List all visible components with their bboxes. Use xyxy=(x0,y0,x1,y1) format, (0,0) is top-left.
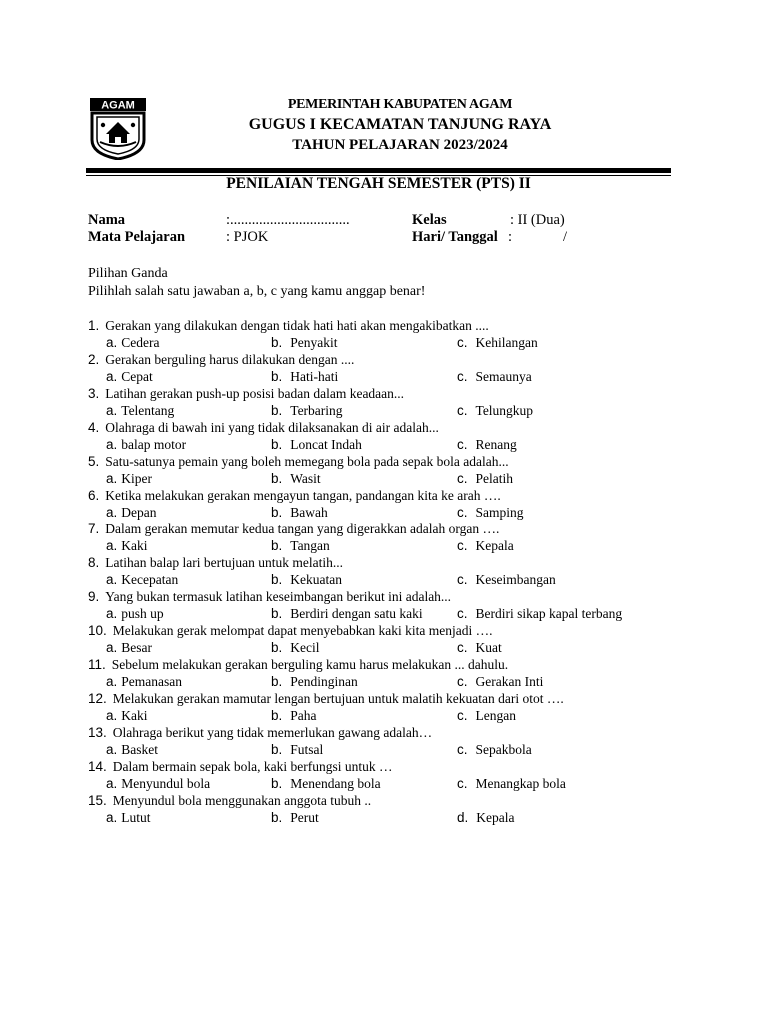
day-date-colon: : xyxy=(508,229,513,245)
option-letter: a. xyxy=(106,673,118,689)
question-number: 9. xyxy=(88,589,100,604)
option-letter: a. xyxy=(106,741,118,757)
option-letter: d. xyxy=(457,809,469,825)
option-c xyxy=(457,742,532,758)
day-date-label: Hari/ Tanggal xyxy=(412,229,498,245)
option-letter: a. xyxy=(106,436,118,452)
option-text: Renang xyxy=(475,436,517,452)
question-15 xyxy=(88,793,371,809)
question-number: 12. xyxy=(88,691,107,706)
option-letter: b. xyxy=(271,334,283,350)
exam-title: PENILAIAN TENGAH SEMESTER (PTS) II xyxy=(226,175,531,192)
section-instruction: Pilihlah salah satu jawaban a, b, c yang kamu anggap benar! xyxy=(88,284,426,299)
question-number: 6. xyxy=(88,488,100,503)
question-text: Ketika melakukan gerakan mengayun tangan, pandangan kita ke arah …. xyxy=(105,488,501,503)
option-letter: b. xyxy=(271,639,283,655)
question-12 xyxy=(88,691,564,707)
question-11 xyxy=(88,657,508,673)
government-name: PEMERINTAH KABUPATEN AGAM xyxy=(287,97,513,112)
question-1 xyxy=(88,318,489,334)
question-text: Latihan gerakan push-up posisi badan dalam keadaan... xyxy=(105,386,405,401)
option-c xyxy=(457,369,532,385)
question-number: 11. xyxy=(88,657,106,672)
option-letter: a. xyxy=(106,402,118,418)
option-a xyxy=(106,606,164,622)
option-text: Cedera xyxy=(121,334,160,350)
question-text: Olahraga berikut yang tidak memerlukan gawang adalah… xyxy=(112,725,433,740)
option-text: Basket xyxy=(121,741,159,757)
question-text: Melakukan gerakan mamutar lengan bertujuan untuk malatih kekuatan dari otot …. xyxy=(112,691,564,706)
option-text: Kaki xyxy=(121,707,148,723)
option-letter: c. xyxy=(457,436,468,452)
option-text: Pelatih xyxy=(475,470,514,486)
option-letter: c. xyxy=(457,673,468,689)
option-letter: b. xyxy=(271,368,283,384)
option-text: Kiper xyxy=(121,470,153,486)
option-letter: c. xyxy=(457,368,468,384)
question-text: Latihan balap lari bertujuan untuk melatih... xyxy=(105,555,343,570)
question-4 xyxy=(88,420,439,436)
option-letter: c. xyxy=(457,470,468,486)
option-letter: b. xyxy=(271,707,283,723)
question-14 xyxy=(88,759,392,775)
question-7 xyxy=(88,521,499,537)
agam-emblem-icon xyxy=(88,98,148,160)
question-number: 15. xyxy=(88,793,107,808)
question-text: Dalam gerakan memutar kedua tangan yang digerakkan adalah organ …. xyxy=(105,521,500,536)
option-a xyxy=(106,369,153,385)
option-a xyxy=(106,471,152,487)
option-text: Hati-hati xyxy=(290,368,339,384)
question-8 xyxy=(88,555,343,571)
option-c xyxy=(457,572,556,588)
option-b xyxy=(271,708,317,724)
option-c xyxy=(457,335,538,351)
option-text: Cepat xyxy=(121,368,153,384)
option-letter: a. xyxy=(106,775,118,791)
option-text: Penyakit xyxy=(290,334,338,350)
option-letter: a. xyxy=(106,571,118,587)
option-letter: c. xyxy=(457,402,468,418)
option-b xyxy=(271,403,343,419)
option-letter: c. xyxy=(457,504,468,520)
option-letter: b. xyxy=(271,605,283,621)
option-a xyxy=(106,810,151,826)
option-b xyxy=(271,640,320,656)
option-text: Kekuatan xyxy=(290,571,342,587)
question-number: 14. xyxy=(88,759,107,774)
option-text: Gerakan Inti xyxy=(475,673,544,689)
question-number: 13. xyxy=(88,725,107,740)
question-text: Olahraga di bawah ini yang tidak dilaksanakan di air adalah... xyxy=(105,420,439,435)
question-number: 8. xyxy=(88,555,100,570)
option-b xyxy=(271,606,423,622)
option-letter: c. xyxy=(457,537,468,553)
option-text: Pendinginan xyxy=(290,673,358,689)
header-divider-thick xyxy=(86,168,671,173)
option-c xyxy=(457,505,524,521)
option-b xyxy=(271,776,381,792)
option-c xyxy=(457,810,515,826)
question-number: 10. xyxy=(88,623,107,638)
question-number: 4. xyxy=(88,420,100,435)
option-letter: a. xyxy=(106,707,118,723)
class-label: Kelas xyxy=(412,212,447,228)
option-text: Paha xyxy=(290,707,317,723)
option-text: push up xyxy=(121,605,164,621)
option-text: Keseimbangan xyxy=(475,571,556,587)
option-letter: b. xyxy=(271,436,283,452)
question-text: Gerakan yang dilakukan dengan tidak hati hati akan mengakibatkan .... xyxy=(105,318,489,333)
option-text: Kepala xyxy=(476,809,515,825)
option-letter: a. xyxy=(106,639,118,655)
question-3 xyxy=(88,386,404,402)
option-a xyxy=(106,742,158,758)
option-text: Berdiri dengan satu kaki xyxy=(290,605,423,621)
option-b xyxy=(271,369,338,385)
option-text: Pemanasan xyxy=(121,673,182,689)
subject-value: : PJOK xyxy=(226,229,269,245)
option-text: Loncat Indah xyxy=(290,436,362,452)
option-text: Lutut xyxy=(121,809,151,825)
option-c xyxy=(457,538,514,554)
option-letter: c. xyxy=(457,707,468,723)
option-text: Lengan xyxy=(475,707,516,723)
question-9 xyxy=(88,589,451,605)
option-text: Terbaring xyxy=(290,402,343,418)
question-5 xyxy=(88,454,509,470)
option-b xyxy=(271,674,358,690)
option-letter: a. xyxy=(106,368,118,384)
option-text: Menangkap bola xyxy=(475,775,566,791)
option-c xyxy=(457,437,517,453)
option-b xyxy=(271,810,319,826)
option-a xyxy=(106,674,182,690)
option-text: Kecil xyxy=(290,639,320,655)
question-text: Gerakan berguling harus dilakukan dengan .... xyxy=(105,352,355,367)
option-letter: c. xyxy=(457,605,468,621)
option-letter: a. xyxy=(106,504,118,520)
option-c xyxy=(457,471,513,487)
option-b xyxy=(271,742,323,758)
question-number: 1. xyxy=(88,318,100,333)
option-letter: a. xyxy=(106,605,118,621)
question-number: 5. xyxy=(88,454,100,469)
option-text: Telentang xyxy=(121,402,175,418)
option-a xyxy=(106,538,148,554)
option-text: Berdiri sikap kapal terbang xyxy=(475,605,623,621)
question-2 xyxy=(88,352,354,368)
option-letter: b. xyxy=(271,504,283,520)
option-text: Semaunya xyxy=(475,368,532,384)
option-a xyxy=(106,403,174,419)
option-b xyxy=(271,437,362,453)
option-letter: b. xyxy=(271,470,283,486)
question-13 xyxy=(88,725,432,741)
option-text: Telungkup xyxy=(475,402,534,418)
option-letter: c. xyxy=(457,334,468,350)
option-text: Tangan xyxy=(290,537,330,553)
question-text: Dalam bermain sepak bola, kaki berfungsi untuk … xyxy=(112,759,393,774)
option-text: Samping xyxy=(475,504,524,520)
option-c xyxy=(457,776,566,792)
option-a xyxy=(106,437,186,453)
option-text: Perut xyxy=(290,809,319,825)
option-text: Bawah xyxy=(290,504,328,520)
option-letter: b. xyxy=(271,809,283,825)
option-text: Kaki xyxy=(121,537,148,553)
option-text: Menendang bola xyxy=(290,775,381,791)
option-text: Kecepatan xyxy=(121,571,179,587)
option-text: Besar xyxy=(121,639,153,655)
option-b xyxy=(271,505,328,521)
option-a xyxy=(106,335,160,351)
question-text: Melakukan gerak melompat dapat menyebabkan kaki kita menjadi …. xyxy=(112,623,493,638)
option-a xyxy=(106,505,157,521)
option-letter: b. xyxy=(271,775,283,791)
option-letter: a. xyxy=(106,334,118,350)
option-a xyxy=(106,776,210,792)
question-text: Yang bukan termasuk latihan keseimbangan berikut ini adalah... xyxy=(105,589,452,604)
question-number: 3. xyxy=(88,386,100,401)
option-text: Sepakbola xyxy=(475,741,532,757)
option-c xyxy=(457,606,622,622)
option-text: Kehilangan xyxy=(475,334,538,350)
option-c xyxy=(457,640,502,656)
subject-label: Mata Pelajaran xyxy=(88,229,186,245)
cluster-name: GUGUS I KECAMATAN TANJUNG RAYA xyxy=(248,116,552,133)
section-title: Pilihan Ganda xyxy=(88,266,168,281)
option-letter: c. xyxy=(457,775,468,791)
option-letter: b. xyxy=(271,673,283,689)
option-text: Wasit xyxy=(290,470,321,486)
option-text: Futsal xyxy=(290,741,324,757)
question-text: Satu-satunya pemain yang boleh memegang bola pada sepak bola adalah... xyxy=(105,454,509,469)
option-letter: a. xyxy=(106,809,118,825)
option-c xyxy=(457,674,543,690)
option-a xyxy=(106,572,178,588)
option-a xyxy=(106,708,148,724)
class-value: : II (Dua) xyxy=(510,212,565,228)
option-text: Depan xyxy=(121,504,157,520)
question-text: Sebelum melakukan gerakan berguling kamu harus melakukan ... dahulu. xyxy=(111,657,509,672)
option-letter: a. xyxy=(106,537,118,553)
option-b xyxy=(271,471,321,487)
option-letter: b. xyxy=(271,402,283,418)
option-text: Kepala xyxy=(475,537,514,553)
option-text: Kuat xyxy=(475,639,502,655)
name-field: :................................. xyxy=(226,212,350,228)
option-letter: b. xyxy=(271,571,283,587)
option-letter: b. xyxy=(271,741,283,757)
question-text: Menyundul bola menggunakan anggota tubuh .. xyxy=(112,793,372,808)
agam-regency-logo xyxy=(88,98,148,160)
option-letter: c. xyxy=(457,571,468,587)
option-c xyxy=(457,708,516,724)
name-label: Nama xyxy=(88,212,126,228)
option-b xyxy=(271,572,342,588)
option-c xyxy=(457,403,533,419)
academic-year: TAHUN PELAJARAN 2023/2024 xyxy=(292,137,508,153)
day-date-slash: / xyxy=(563,229,568,245)
question-10 xyxy=(88,623,493,639)
option-a xyxy=(106,640,152,656)
question-number: 2. xyxy=(88,352,100,367)
option-b xyxy=(271,538,330,554)
option-letter: b. xyxy=(271,537,283,553)
option-text: balap motor xyxy=(121,436,187,452)
option-text: Menyundul bola xyxy=(121,775,211,791)
question-number: 7. xyxy=(88,521,100,536)
option-letter: c. xyxy=(457,741,468,757)
question-6 xyxy=(88,488,501,504)
option-letter: a. xyxy=(106,470,118,486)
option-letter: c. xyxy=(457,639,468,655)
logo-text: AGAM xyxy=(101,99,135,112)
option-b xyxy=(271,335,338,351)
